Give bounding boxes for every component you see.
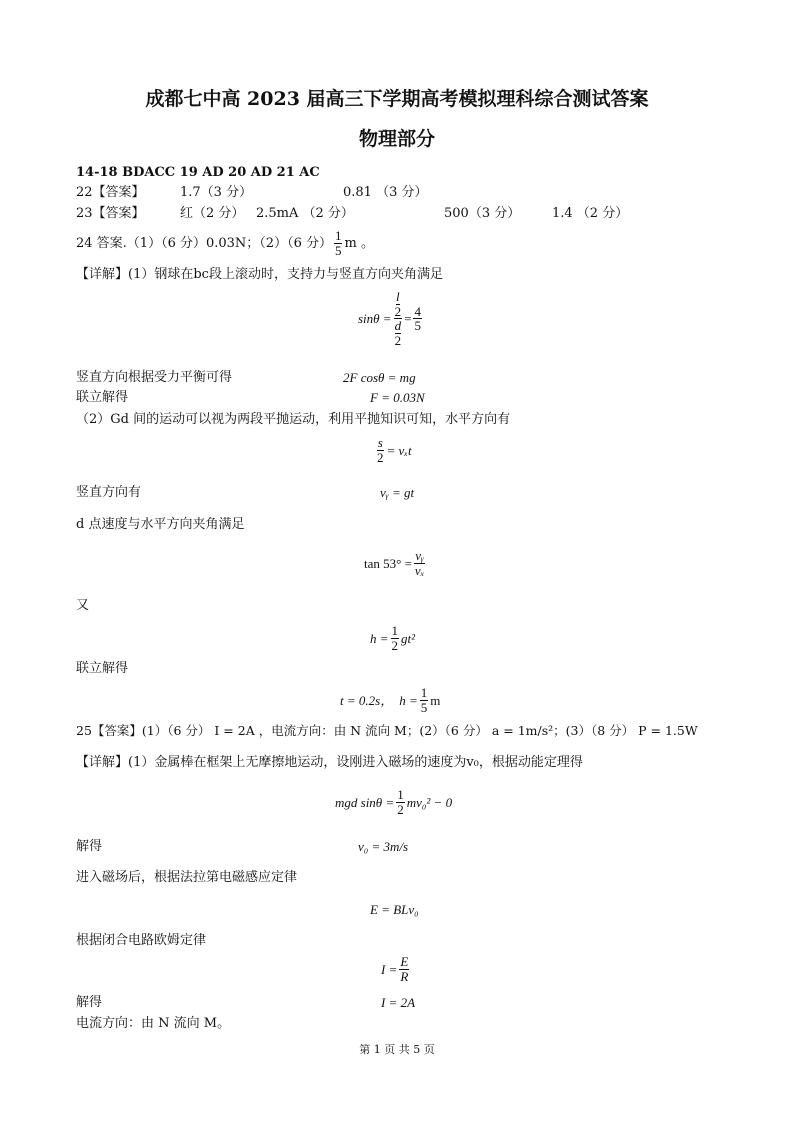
eq-s-fraction [376, 436, 385, 464]
q25-solve-label: 解得 [76, 839, 103, 854]
page-subtitle: 物理部分 [358, 128, 435, 150]
page-number: 第 1 页 共 5 页 [359, 1043, 435, 1056]
balance-equation: 2F cosθ = mg [343, 370, 416, 385]
q25-detail-1: 【详解】(1）金属棒在框架上无摩擦地运动，设刚进入磁场的速度为v₀，根据动能定理得 [76, 755, 583, 770]
fraction-denominator [394, 319, 403, 347]
q23-answer-a: 红（2 分） [180, 206, 245, 221]
eq-tan [364, 549, 427, 577]
q24-answer-prefix: 24 答案.（1）（6 分）0.03N；（2）（6 分） [76, 235, 332, 251]
fraction-denominator: 2 [377, 449, 384, 465]
eq-sin-lhs: sinθ = [358, 311, 392, 327]
fraction-numerator: E [400, 954, 409, 969]
fraction-denominator: 5 [334, 242, 342, 258]
eq-sin-result-fraction [413, 305, 422, 333]
tan-lhs: tan 53° = [364, 555, 412, 571]
fraction-numerator: 4 [414, 303, 421, 319]
ohm-label: 根据闭合电路欧姆定律 [76, 933, 207, 948]
fraction-denominator: 5 [414, 318, 421, 334]
l-symbol: l [396, 289, 400, 304]
ohm-lhs: I = [381, 961, 398, 977]
current-direction: 电流方向：由 N 流向 M。 [76, 1016, 231, 1031]
choice-answers: 14-18 BDACC 19 AD 20 AD 21 AC [76, 165, 320, 180]
solve-label: 联立解得 [76, 390, 129, 405]
faraday-label: 进入磁场后，根据法拉第电磁感应定律 [76, 870, 298, 885]
q22-label: 22【答案】 [76, 185, 145, 200]
solution-fraction [420, 686, 429, 714]
q24-answer-fraction [334, 229, 343, 257]
fraction-numerator: 1 [397, 787, 404, 802]
fraction-denominator: 2 [397, 801, 404, 817]
two-symbol: 2 [394, 303, 402, 319]
solution-unit: m [430, 692, 441, 708]
balance-label: 竖直方向根据受力平衡可得 [76, 370, 233, 385]
h-lhs: h = [370, 630, 389, 646]
q25-solve2-label: 解得 [76, 995, 103, 1010]
solve-equation: F = 0.03N [370, 390, 425, 405]
d-symbol: d [394, 318, 402, 334]
q23-answer-b: 2.5mA （2 分） [256, 206, 354, 221]
two-symbol: 2 [394, 332, 402, 348]
solution-h: h = [399, 692, 418, 708]
fraction-denominator: 2 [391, 637, 399, 653]
eq-sin-theta: sinθ = l 2 d 2 = $\frac{4}{5}$ [358, 289, 421, 348]
fraction-numerator: vᵧ [415, 548, 425, 563]
eq-sin-big-fraction [394, 290, 403, 348]
energy-fraction [396, 788, 405, 816]
q25-solve-equation: v₀ = 3m/s [358, 839, 409, 854]
eq-solution-2 [340, 686, 440, 714]
h-fraction [391, 624, 400, 652]
fraction-numerator: 1 [420, 685, 428, 700]
fraction-numerator: 1 [334, 228, 342, 243]
q24-detail-1: 【详解】(1）钢球在bc段上滚动时，支持力与竖直方向夹角满足 [76, 267, 443, 282]
solution-t: t = 0.2s， [340, 692, 394, 708]
q24-answer [76, 229, 374, 257]
q23-label: 23【答案】 [76, 206, 145, 221]
q23-answer-d: 1.4 （2 分） [552, 206, 629, 221]
q22-answer-a: 1.7（3 分） [180, 185, 253, 200]
fraction-denominator: 5 [420, 699, 428, 715]
q22-answer-b: 0.81 （3 分） [343, 185, 428, 200]
q25-solve2-equation: I = 2A [381, 995, 416, 1010]
eq-height [370, 624, 415, 652]
energy-rhs: mv₀² − 0 [406, 794, 453, 810]
fraction-denominator: R [400, 968, 409, 984]
vertical-label: 竖直方向有 [76, 485, 142, 500]
solve2-label: 联立解得 [76, 661, 129, 676]
q23-answer-c: 500（3 分） [444, 206, 521, 221]
tan-fraction [414, 549, 425, 577]
page-title: 成都七中高 2023 届高三下学期高考模拟理科综合测试答案 [145, 88, 649, 110]
q25-answer: 25【答案】(1）（6 分） I = 2A ，电流方向：由 N 流向 M；(2）（6 分） a = 1m/s²；(3）（8 分） P = 1.5W [76, 723, 698, 738]
eq-s-rhs: = vₓt [386, 442, 412, 458]
vertical-equation: vᵧ = gt [380, 485, 415, 500]
ohm-fraction [399, 955, 409, 983]
angle-label: d 点速度与水平方向夹角满足 [76, 517, 245, 532]
energy-lhs: mgd sinθ = [335, 794, 395, 810]
eq-horizontal [374, 436, 412, 464]
q24-answer-suffix: m 。 [344, 235, 374, 251]
faraday-equation: E = BLv₀ [370, 902, 419, 917]
q24-part-2: （2）Gd 间的运动可以视为两段平抛运动，利用平抛知识可知，水平方向有 [76, 412, 511, 427]
h-rhs: gt² [401, 630, 416, 646]
eq-ohm [381, 955, 411, 983]
fraction-denominator: vₓ [414, 562, 425, 578]
fraction-numerator: 1 [391, 623, 399, 638]
fraction-numerator [394, 290, 403, 319]
also-label: 又 [76, 598, 90, 613]
eq-energy [335, 788, 452, 816]
fraction-numerator: s [377, 435, 383, 450]
